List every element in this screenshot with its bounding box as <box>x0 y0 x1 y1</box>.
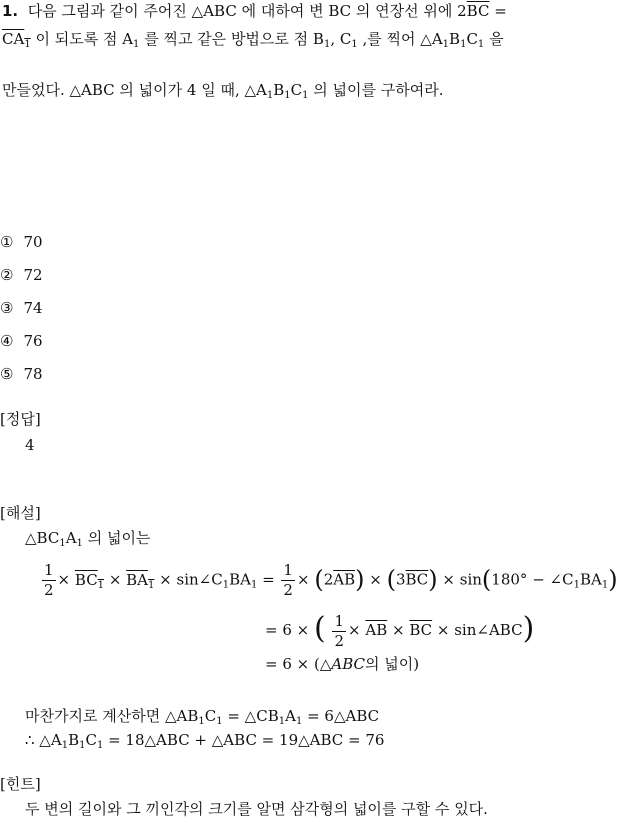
equation-line-3: = 6 × (△ABC의 넓이) <box>265 655 420 673</box>
fraction-half: $\frac{1}{2}$ <box>283 561 293 599</box>
sub: 1 <box>295 716 303 727</box>
choice-mark: ② <box>0 266 14 284</box>
sub: 1 <box>96 740 104 751</box>
hint-header: [힌트] <box>0 775 41 793</box>
sub: 1 <box>198 716 205 727</box>
choice-mark: ④ <box>0 332 14 350</box>
text: A <box>285 707 296 725</box>
text: B <box>273 81 285 99</box>
choice-1[interactable] <box>0 233 43 251</box>
choice-mark: ③ <box>0 299 14 317</box>
sub: 1 <box>278 716 286 727</box>
conclusion-line-2 <box>25 731 384 749</box>
hint-text: 두 변의 길이와 그 끼인각의 크기를 알면 삼각형의 넓이를 구할 수 있다. <box>25 800 488 818</box>
text: 마찬가지로 계산하면 △AB <box>25 707 199 725</box>
text: A <box>65 529 77 547</box>
text: , C <box>330 30 352 48</box>
explanation-intro <box>25 527 150 548</box>
sub: 1 <box>302 90 309 101</box>
sub: 1 <box>24 39 31 50</box>
choice-4[interactable] <box>0 332 43 350</box>
choice-mark: ① <box>0 233 14 251</box>
sub: 1 <box>59 538 66 549</box>
conclusion-line-1 <box>25 705 379 726</box>
sub: 1 <box>351 39 358 50</box>
text: ∴ △A <box>25 731 62 749</box>
sub: 1 <box>284 90 291 101</box>
sub: 1 <box>76 538 83 549</box>
segment-ca1-label: CA <box>2 30 25 48</box>
choice-value: 72 <box>23 266 43 284</box>
text: 의 넓이를 구하여라. <box>308 81 444 99</box>
choice-5[interactable] <box>0 365 43 383</box>
text: = △CB <box>222 707 279 725</box>
question-line-3 <box>2 79 444 100</box>
sub: 1 <box>442 39 450 50</box>
answer-header: [정답] <box>0 410 41 428</box>
question-line-2 <box>2 28 504 49</box>
fraction-half: $\frac{1}{2}$ <box>334 611 345 650</box>
sub: 1 <box>61 740 69 751</box>
choice-value: 70 <box>23 233 43 251</box>
text: ,를 찍어 △A <box>357 30 443 48</box>
sub: 1 <box>323 39 331 50</box>
text: C <box>466 30 478 48</box>
explanation-header: [해설] <box>0 504 41 522</box>
sub: 1 <box>460 39 467 50</box>
choice-value: 74 <box>23 299 43 317</box>
text: 이 되도록 점 A <box>30 30 134 48</box>
text: C <box>290 81 303 99</box>
text: C <box>85 731 97 749</box>
choice-2[interactable] <box>0 266 43 284</box>
question-line-1 <box>2 0 507 21</box>
text: 를 찍고 같은 방법으로 점 B <box>139 30 324 48</box>
sub: 1 <box>477 39 485 50</box>
equation-line-2: = 6 × ( $\frac{1}{2}$ × $\overline{AB} \times \overline{BC}$ × sin∠ABC) <box>265 611 535 650</box>
equation-line-1: $\frac{1}{2}$ × $BC_1 \times BA_1$ × $\sin\angle C_1BA_1$ = $\frac{1}{2}$ × $(2\overline{AB}) \times (3\overline{BC}) \times \sin(180^\circ$ − $\angle C_1BA_1$) <box>44 561 618 599</box>
sub: 1 <box>266 90 274 101</box>
equals-sign: = <box>489 2 507 20</box>
text: = 6△ABC <box>302 707 380 725</box>
text: △BC <box>25 529 60 547</box>
text: = 18△ABC + △ABC = 19△ABC = 76 <box>103 731 385 749</box>
question-text-1a: 다음 그림과 같이 주어진 △ABC 에 대하여 변 BC 의 연장선 위에 2 <box>27 2 467 20</box>
choice-value: 76 <box>23 332 43 350</box>
text: C <box>204 707 217 725</box>
text: 을 <box>484 30 504 48</box>
text: B <box>449 30 461 48</box>
text: 의 넓이는 <box>82 529 151 547</box>
sub: 1 <box>133 39 140 50</box>
segment-bc: $\overline{BC}$ <box>466 2 490 20</box>
text: B <box>68 731 80 749</box>
sub: 1 <box>216 716 223 727</box>
text: 만들었다. △ABC 의 넓이가 4 일 때, △A <box>2 81 267 99</box>
question-number: 1. <box>2 2 19 20</box>
choice-3[interactable] <box>0 299 43 317</box>
choice-mark: ⑤ <box>0 365 14 383</box>
sub: 1 <box>79 740 86 751</box>
answer-value: 4 <box>25 436 35 454</box>
segment-ca1 <box>2 30 31 48</box>
fraction-half: $\frac{1}{2}$ <box>44 561 54 599</box>
choice-value: 78 <box>23 365 43 383</box>
